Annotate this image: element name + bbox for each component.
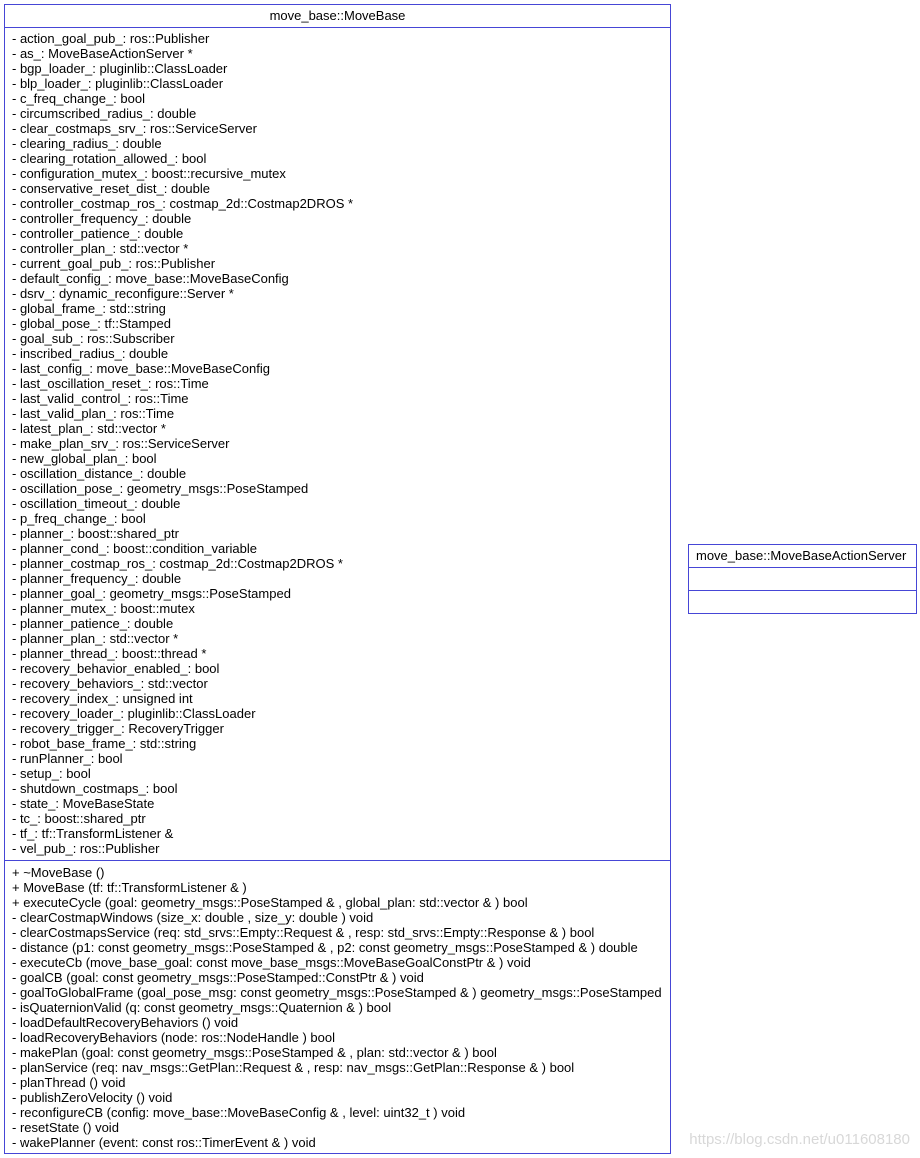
attributes-compartment [689,568,916,591]
operation-row: - loadRecoveryBehaviors (node: ros::NodeHandle ) bool [12,1030,336,1045]
watermark: https://blog.csdn.net/u011608180 [689,1131,910,1148]
attribute-row: - planner_frequency_: double [12,571,182,586]
attribute-row: - clear_costmaps_srv_: ros::ServiceServer [12,121,257,136]
operation-row: - goalToGlobalFrame (goal_pose_msg: const geometry_msgs::PoseStamped & ) geometry_msgs::PoseStamped [12,985,662,1000]
attribute-row: - last_valid_control_: ros::Time [12,391,189,406]
operation-row: - executeCb (move_base_goal: const move_base_msgs::MoveBaseGoalConstPtr & ) void [12,955,531,970]
attribute-row: - planner_cond_: boost::condition_variable [12,541,258,556]
operation-row: - publishZeroVelocity () void [12,1090,173,1105]
attribute-row: - last_valid_plan_: ros::Time [12,406,175,421]
attribute-row: - controller_costmap_ros_: costmap_2d::Costmap2DROS * [12,196,354,211]
attribute-row: - as_: MoveBaseActionServer * [12,46,193,61]
attribute-row: - controller_plan_: std::vector * [12,241,189,256]
attribute-row: - bgp_loader_: pluginlib::ClassLoader [12,61,228,76]
attribute-row: - inscribed_radius_: double [12,346,169,361]
class-box-actionserver [688,544,917,614]
attribute-row: - goal_sub_: ros::Subscriber [12,331,175,346]
attribute-row: - latest_plan_: std::vector * [12,421,166,436]
attribute-row: - clearing_rotation_allowed_: bool [12,151,207,166]
attribute-row: - conservative_reset_dist_: double [12,181,211,196]
attribute-row: - circumscribed_radius_: double [12,106,197,121]
attribute-row: - action_goal_pub_: ros::Publisher [12,31,210,46]
attribute-row: - planner_plan_: std::vector * [12,631,179,646]
attribute-row: - robot_base_frame_: std::string [12,736,197,751]
attribute-row: - recovery_trigger_: RecoveryTrigger [12,721,224,736]
operation-row: - distance (p1: const geometry_msgs::PoseStamped & , p2: const geometry_msgs::PoseStamped & ) double [12,940,638,955]
operations-compartment [689,591,916,613]
attribute-row: - p_freq_change_: bool [12,511,146,526]
attribute-row: - planner_goal_: geometry_msgs::PoseStamped [12,586,291,601]
attribute-row: - shutdown_costmaps_: bool [12,781,178,796]
attribute-row: - vel_pub_: ros::Publisher [12,841,160,856]
operation-row: - goalCB (goal: const geometry_msgs::PoseStamped::ConstPtr & ) void [12,970,424,985]
attribute-row: - tf_: tf::TransformListener & [12,826,174,841]
attribute-row: - last_config_: move_base::MoveBaseConfig [12,361,270,376]
attribute-row: - blp_loader_: pluginlib::ClassLoader [12,76,224,91]
attribute-row: - new_global_plan_: bool [12,451,157,466]
operation-row: - loadDefaultRecoveryBehaviors () void [12,1015,239,1030]
attribute-row: - planner_thread_: boost::thread * [12,646,207,661]
operation-row: - reconfigureCB (config: move_base::MoveBaseConfig & , level: uint32_t ) void [12,1105,466,1120]
operation-row: + executeCycle (goal: geometry_msgs::PoseStamped & , global_plan: std::vector & ) bool [12,895,528,910]
attribute-row: - recovery_behaviors_: std::vector [12,676,208,691]
attribute-row: - make_plan_srv_: ros::ServiceServer [12,436,230,451]
attribute-row: - current_goal_pub_: ros::Publisher [12,256,216,271]
attribute-row: - setup_: bool [12,766,91,781]
attribute-row: - controller_frequency_: double [12,211,192,226]
operation-row: - clearCostmapWindows (size_x: double , size_y: double ) void [12,910,374,925]
attribute-row: - global_pose_: tf::Stamped [12,316,171,331]
operation-row: - planThread () void [12,1075,126,1090]
attribute-row: - tc_: boost::shared_ptr [12,811,146,826]
attribute-row: - oscillation_timeout_: double [12,496,181,511]
operation-row: - clearCostmapsService (req: std_srvs::Empty::Request & , resp: std_srvs::Empty::Response & ) bool [12,925,595,940]
operation-row: + MoveBase (tf: tf::TransformListener & ) [12,880,247,895]
operation-row: - wakePlanner (event: const ros::TimerEvent & ) void [12,1135,316,1150]
attribute-row: - recovery_loader_: pluginlib::ClassLoader [12,706,256,721]
attribute-row: - recovery_index_: unsigned int [12,691,193,706]
attribute-row: - planner_: boost::shared_ptr [12,526,179,541]
operation-row: - makePlan (goal: const geometry_msgs::PoseStamped & , plan: std::vector & ) bool [12,1045,497,1060]
attribute-row: - planner_mutex_: boost::mutex [12,601,195,616]
attribute-row: - configuration_mutex_: boost::recursive_mutex [12,166,286,181]
attribute-row: - controller_patience_: double [12,226,184,241]
attribute-row: - global_frame_: std::string [12,301,166,316]
attribute-row: - state_: MoveBaseState [12,796,155,811]
attribute-row: - runPlanner_: bool [12,751,123,766]
operations-compartment [5,861,670,1150]
attribute-row: - default_config_: move_base::MoveBaseConfig [12,271,289,286]
attribute-row: - clearing_radius_: double [12,136,162,151]
attribute-row: - dsrv_: dynamic_reconfigure::Server * [12,286,234,301]
class-name: move_base::MoveBase [5,5,670,28]
operation-row: - resetState () void [12,1120,119,1135]
attribute-row: - c_freq_change_: bool [12,91,145,106]
operation-row: - planService (req: nav_msgs::GetPlan::Request & , resp: nav_msgs::GetPlan::Response & ) bool [12,1060,575,1075]
operation-row: - isQuaternionValid (q: const geometry_msgs::Quaternion & ) bool [12,1000,392,1015]
attribute-row: - oscillation_distance_: double [12,466,187,481]
attributes-compartment [5,28,670,861]
attribute-row: - last_oscillation_reset_: ros::Time [12,376,209,391]
attribute-row: - planner_costmap_ros_: costmap_2d::Costmap2DROS * [12,556,343,571]
operation-row: + ~MoveBase () [12,865,105,880]
attribute-row: - recovery_behavior_enabled_: bool [12,661,220,676]
attribute-row: - planner_patience_: double [12,616,174,631]
class-box-movebase [4,4,671,1154]
attribute-row: - oscillation_pose_: geometry_msgs::PoseStamped [12,481,309,496]
class-name: move_base::MoveBaseActionServer [689,545,916,568]
